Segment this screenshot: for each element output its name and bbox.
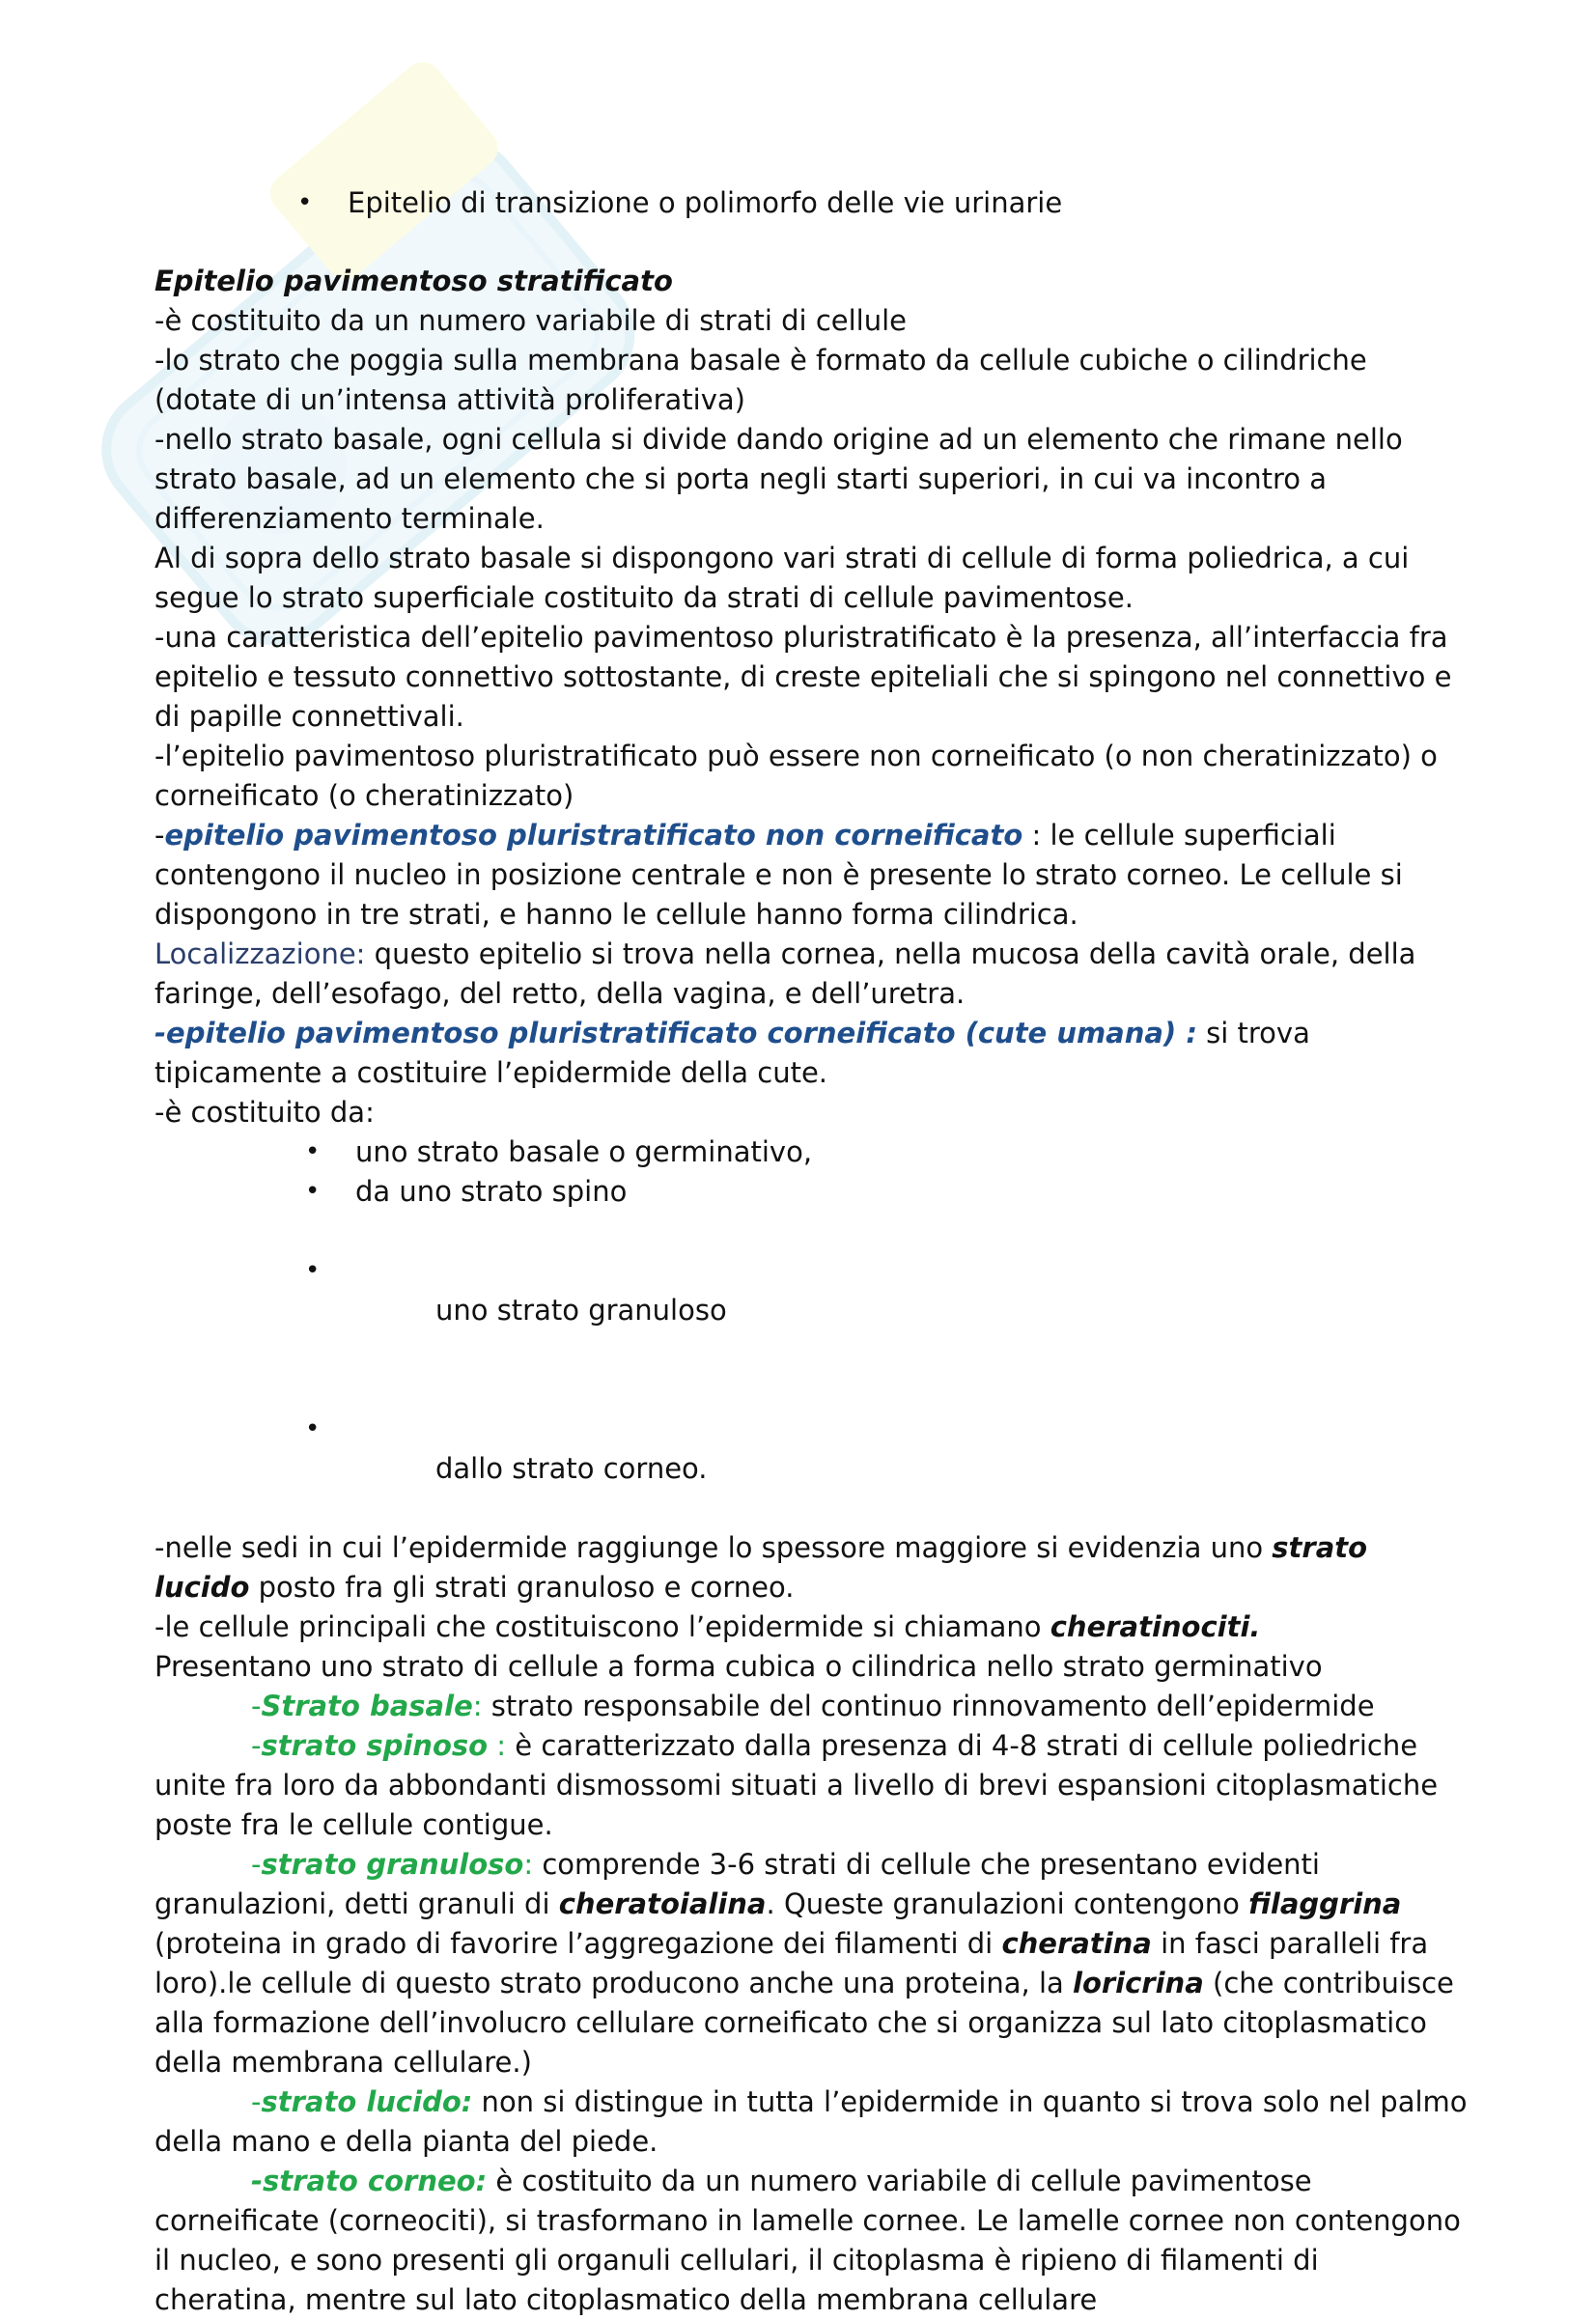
- layer-list: [154, 1132, 1468, 1528]
- bullet-icon: •: [305, 1256, 321, 1285]
- stratum-title: strato spinoso: [261, 1729, 489, 1762]
- subheading: -epitelio pavimentoso pluristratificato corneificato (cute umana) :: [154, 1017, 1197, 1049]
- stratum-lucidum: -strato lucido: non si distingue in tutta l’epidermide in quanto si trova solo nel palmo della mano e della pianta del piede.: [154, 2085, 1468, 2158]
- bullet-icon: •: [297, 188, 313, 217]
- stratum-corneum: -strato corneo: è costituito da un numero variabile di cellule pavimentose corneificate (corneociti), si trasformano in lamelle cornee. Le lamelle cornee non contengono il nucleo, e sono presenti gli organuli cellulari, il citoplasma è ripieno di filamenti di cheratina, mentre sul lato citoplasmatico della membrana cellulare: [154, 2165, 1461, 2316]
- paragraph-non-cornified: -epitelio pavimentoso pluristratificato non corneificato : le cellule superficiali contengono il nucleo in posizione centrale e non è presente lo strato corneo. Le cellule si dispongono in tre strati, e hanno le cellule hanno forma cilindrica.: [154, 819, 1403, 931]
- stratum-title: strato granuloso: [261, 1848, 524, 1881]
- paragraph: -l’epitelio pavimentoso pluristratificato può essere non corneificato (o non cheratinizzato) o corneificato (o cheratinizzato): [154, 740, 1438, 812]
- bullet-icon: •: [305, 1137, 321, 1166]
- paragraph-localization: Localizzazione: questo epitelio si trova nella cornea, nella mucosa della cavità orale, della faringe, dell’esofago, del retto, della vagina, e dell’uretra.: [154, 937, 1416, 1010]
- paragraph: -le cellule principali che costituiscono l’epidermide si chiamano cheratinociti.: [154, 1610, 1261, 1643]
- paragraph: -lo strato che poggia sulla membrana basale è formato da cellule cubiche o cilindriche (dotate di un’intensa attività proliferativa): [154, 344, 1367, 416]
- paragraph: Al di sopra dello strato basale si dispongono vari strati di cellule di forma poliedrica, a cui segue lo strato superficiale costituito da strati di cellule pavimentose.: [154, 542, 1410, 614]
- paragraph: -nello strato basale, ogni cellula si divide dando origine ad un elemento che rimane nello strato basale, ad un elemento che si porta negli starti superiori, in cui va incontro a differenziamento terminale.: [154, 423, 1403, 535]
- stratum-granular: -strato granuloso: comprende 3-6 strati di cellule che presentano evidenti granulazioni, detti granuli di cheratoialina. Queste granulazioni contengono filaggrina (proteina in grado di favorire l’aggregazione dei filamenti di cheratina in fasci paralleli fra loro).le cellule di questo strato producono anche una proteina, la loricrina (che contribuisce alla formazione dell’involucro cellulare corneificato che si organizza sul lato citoplasmatico della membrana cellulare.): [154, 1848, 1454, 2079]
- stratum-spinous: -strato spinoso : è caratterizzato dalla presenza di 4-8 strati di cellule poliedriche unite fra loro da abbondanti dismossomi situati a livello di brevi espansioni citoplasmatiche poste fra le cellule contigue.: [154, 1729, 1439, 1841]
- list-item: • Epitelio di transizione o polimorfo delle vie urinarie: [154, 183, 1468, 223]
- bullet-icon: •: [305, 1414, 321, 1443]
- paragraph: -nelle sedi in cui l’epidermide raggiunge lo spessore maggiore si evidenzia uno strato lucido posto fra gli strati granuloso e corneo.: [154, 1531, 1368, 1604]
- stratum-basal: -Strato basale: strato responsabile del continuo rinnovamento dell’epidermide: [251, 1690, 1375, 1722]
- bullet-icon: •: [305, 1177, 321, 1206]
- label: Localizzazione:: [154, 937, 366, 970]
- paragraph: -è costituito da un numero variabile di strati di cellule: [154, 304, 907, 337]
- list-item: • uno strato granuloso: [154, 1212, 1468, 1370]
- section-heading: Epitelio pavimentoso stratificato: [154, 265, 673, 297]
- paragraph: Presentano uno strato di cellule a forma cubica o cilindrica nello strato germinativo: [154, 1650, 1323, 1683]
- list-item: • dallo strato corneo.: [154, 1370, 1468, 1528]
- list-item: • uno strato basale o germinativo,: [154, 1132, 1468, 1172]
- stratum-title: -strato corneo:: [251, 2165, 488, 2197]
- stratum-title: Strato basale: [261, 1690, 473, 1722]
- paragraph: -è costituito da:: [154, 1096, 375, 1129]
- subheading: epitelio pavimentoso pluristratificato non corneificato: [164, 819, 1023, 852]
- stratum-title: strato lucido:: [261, 2085, 473, 2118]
- list-item: • da uno strato spino: [154, 1172, 1468, 1212]
- paragraph: -una caratteristica dell’epitelio pavimentoso pluristratificato è la presenza, all’interfaccia fra epitelio e tessuto connettivo sottostante, di creste epiteliali che si spingono nel connettivo e di papille connettivali.: [154, 621, 1452, 733]
- paragraph-cornified: -epitelio pavimentoso pluristratificato corneificato (cute umana) : si trova tipicamente a costituire l’epidermide della cute.: [154, 1017, 1310, 1089]
- document-body: [154, 183, 1468, 2320]
